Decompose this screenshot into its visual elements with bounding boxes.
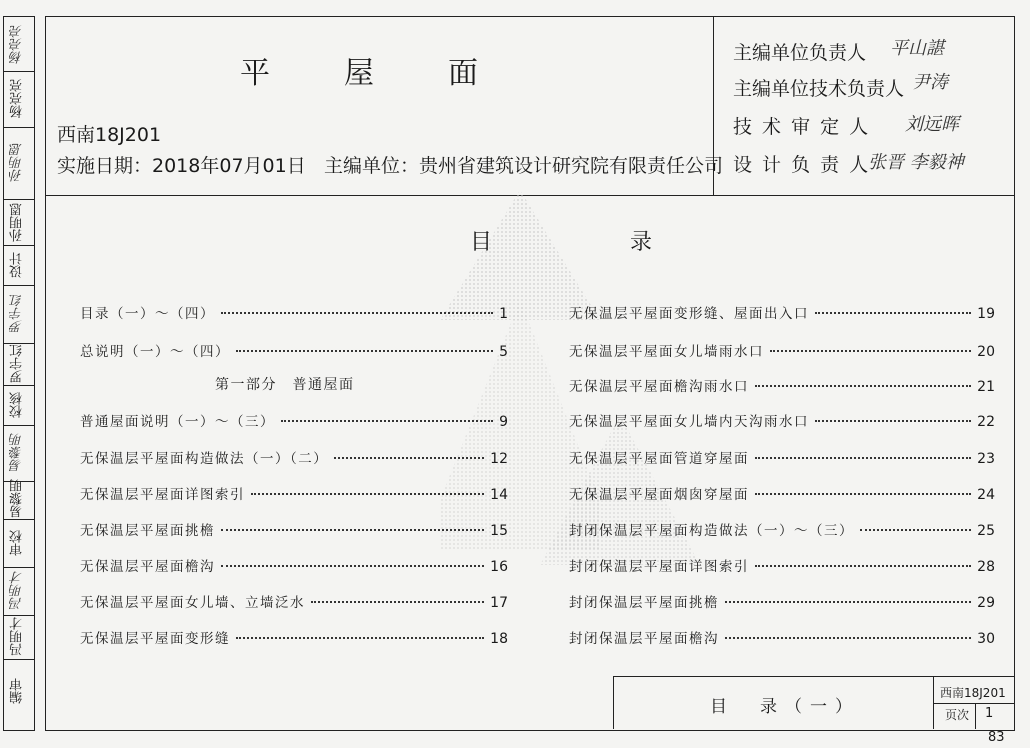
toc-entry-page: 30	[977, 631, 995, 647]
editor-unit: 主编单位：贵州省建筑设计研究院有限责任公司	[324, 155, 724, 177]
role-chief-unit-head: 主编单位负责人	[733, 42, 867, 64]
toc-entry	[80, 519, 508, 539]
toc-entry-page: 21	[977, 379, 995, 395]
toc-entry-title: 总说明（一）～（四）	[80, 344, 230, 360]
strip-label: 孙明恩	[10, 203, 25, 243]
strip-signature: 罗宇红	[10, 294, 25, 334]
toc-entry-page: 9	[499, 414, 508, 430]
toc-entry-page: 22	[977, 414, 995, 430]
toc-leader-dots	[815, 420, 971, 422]
toc-entry-page: 16	[490, 559, 508, 575]
toc-entry-title: 普通屋面说明（一）～（三）	[80, 414, 275, 430]
toc-leader-dots	[755, 385, 971, 387]
toc-leader-dots	[755, 565, 971, 567]
toc-entry-title: 无保温层平屋面详图索引	[80, 487, 245, 503]
role-design-head: 设 计 负 责 人	[733, 154, 871, 176]
toc-entry-title: 无保温层平屋面檐沟雨水口	[569, 379, 749, 395]
strip-label: 易黎明	[10, 479, 25, 518]
strip-label: 校核	[10, 392, 25, 418]
toc-leader-dots	[755, 457, 971, 459]
toc-entry	[80, 555, 508, 575]
toc-leader-dots	[221, 312, 493, 314]
toc-entry-page: 20	[977, 344, 995, 360]
toc-entry-page: 15	[490, 523, 508, 539]
toc-entry-page: 1	[499, 306, 508, 322]
strip-signature: 杨亮亮	[10, 25, 25, 65]
strip-label: 冯明才	[10, 617, 25, 657]
strip-signature: 冯明才	[10, 571, 25, 611]
strip-separator	[3, 199, 34, 200]
toc-leader-dots	[860, 529, 971, 531]
toc-entry	[80, 410, 508, 430]
toc-entry-title: 封闭保温层平屋面挑檐	[569, 595, 719, 611]
toc-entry	[569, 519, 995, 539]
page-title: 平 屋 面	[240, 56, 500, 91]
toc-entry	[80, 591, 508, 611]
toc-entry	[80, 447, 508, 467]
title-block-mid	[933, 703, 1015, 704]
signature-technical-approver: 刘远晖	[905, 114, 959, 135]
toc-entry	[569, 340, 995, 360]
toc-leader-dots	[725, 601, 971, 603]
toc-entry	[569, 375, 995, 395]
implementation-date: 实施日期：2018年07月01日	[57, 155, 306, 177]
standard-code: 西南18J201	[57, 124, 162, 146]
toc-entry-title: 无保温层平屋面女儿墙内天沟雨水口	[569, 414, 809, 430]
toc-entry-page: 19	[977, 306, 995, 322]
role-technical-approver: 技 术 审 定 人	[733, 116, 871, 138]
signature-technical-head: 尹涛	[912, 72, 948, 93]
signature-design-head: 张晋 李毅神	[868, 152, 964, 173]
title-block-page-divider	[975, 703, 976, 729]
toc-leader-dots	[221, 565, 484, 567]
toc-title: 目 录	[470, 230, 711, 255]
toc-entry-page: 18	[490, 631, 508, 647]
toc-leader-dots	[815, 312, 971, 314]
toc-leader-dots	[221, 529, 484, 531]
toc-entry	[80, 483, 508, 503]
section-heading-part1: 第一部分 普通屋面	[215, 377, 355, 393]
toc-entry-page: 23	[977, 451, 995, 467]
toc-entry-page: 12	[490, 451, 508, 467]
toc-entry-title: 封闭保温层平屋面详图索引	[569, 559, 749, 575]
toc-leader-dots	[236, 350, 493, 352]
toc-leader-dots	[755, 493, 971, 495]
toc-entry-title: 无保温层平屋面变形缝、屋面出入口	[569, 306, 809, 322]
title-block-top	[613, 676, 1015, 677]
toc-leader-dots	[251, 493, 484, 495]
toc-entry	[569, 447, 995, 467]
toc-entry	[80, 302, 508, 322]
toc-leader-dots	[311, 601, 484, 603]
page-number: 1	[985, 706, 994, 721]
toc-entry-page: 28	[977, 559, 995, 575]
strip-signature: 孙明恩	[10, 143, 25, 183]
toc-entry-title: 无保温层平屋面挑檐	[80, 523, 215, 539]
toc-entry-title: 封闭保温层平屋面构造做法（一）～（三）	[569, 523, 854, 539]
toc-entry	[569, 555, 995, 575]
toc-leader-dots	[725, 637, 971, 639]
role-technical-head: 主编单位技术负责人	[733, 78, 905, 100]
toc-entry-title: 无保温层平屋面变形缝	[80, 631, 230, 647]
toc-entry	[80, 340, 508, 360]
strip-label: 编审	[10, 678, 25, 704]
drawing-title: 目 录（一）	[710, 697, 860, 717]
toc-entry	[80, 627, 508, 647]
toc-entry	[569, 627, 995, 647]
toc-entry-page: 25	[977, 523, 995, 539]
toc-leader-dots	[281, 420, 493, 422]
strip-label: 审校	[10, 530, 25, 556]
toc-entry-page: 5	[499, 344, 508, 360]
toc-leader-dots	[236, 637, 484, 639]
strip-label: 设计	[10, 252, 25, 278]
toc-entry-page: 17	[490, 595, 508, 611]
toc-entry-title: 无保温层平屋面女儿墙雨水口	[569, 344, 764, 360]
sheet-number: 83	[988, 730, 1005, 745]
toc-entry-title: 无保温层平屋面檐沟	[80, 559, 215, 575]
toc-entry-title: 无保温层平屋面构造做法（一）（二）	[80, 451, 329, 467]
strip-signature: 易黎明	[10, 433, 25, 473]
toc-leader-dots	[770, 350, 971, 352]
strip-label: 罗宇红	[10, 344, 25, 384]
toc-entry-title: 目录（一）～（四）	[80, 306, 215, 322]
toc-entry-title: 无保温层平屋面管道穿屋面	[569, 451, 749, 467]
toc-entry	[569, 483, 995, 503]
toc-entry	[569, 302, 995, 322]
toc-entry-title: 无保温层平屋面烟囱穿屋面	[569, 487, 749, 503]
signature-chief-unit-head: 平山諶	[890, 38, 944, 59]
toc-entry-title: 封闭保温层平屋面檐沟	[569, 631, 719, 647]
toc-entry	[569, 410, 995, 430]
title-block-code: 西南18J201	[940, 686, 1006, 700]
strip-label: 杨亮亮	[10, 79, 25, 119]
toc-entry-page: 29	[977, 595, 995, 611]
toc-leader-dots	[334, 457, 484, 459]
page-label: 页次	[945, 708, 970, 722]
title-block-left	[613, 676, 614, 729]
toc-entry	[569, 591, 995, 611]
toc-entry-page: 24	[977, 487, 995, 503]
toc-entry-page: 14	[490, 487, 508, 503]
toc-entry-title: 无保温层平屋面女儿墙、立墙泛水	[80, 595, 305, 611]
